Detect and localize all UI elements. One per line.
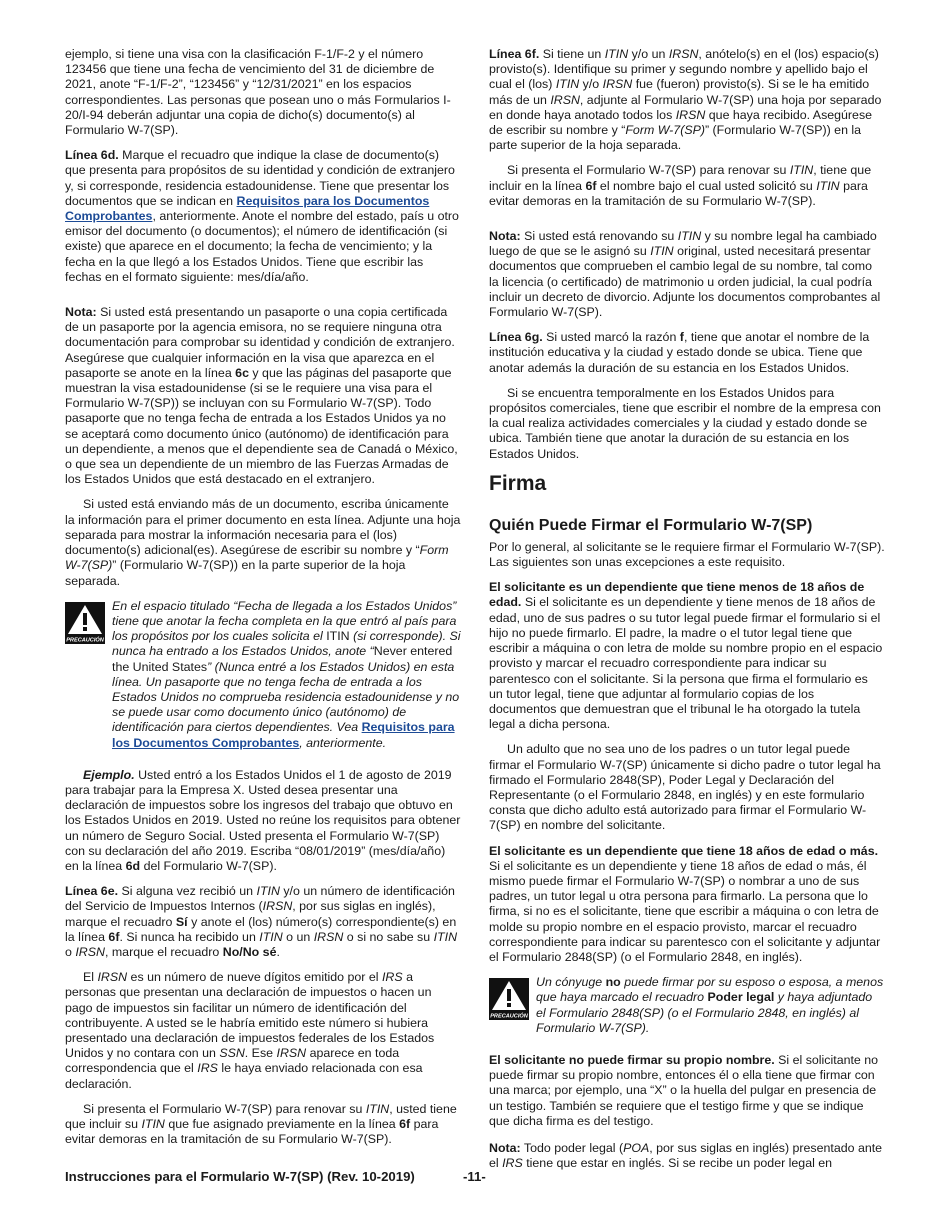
paragraph-adult-signer: Un adulto que no sea uno de los padres o un tutor legal puede firmar el Formulario W-7(SP) únicamente si dicho padre o tutor legal ha firmado el Formulario 2848(SP), Poder Legal y Declaración del Representante (o el Formulario 2848, en inglés) y en este formulario consta que dicho adulto está autorizado para firmar el Formulario W-7(SP) en nombre del solicitante. (489, 742, 881, 833)
page-number: -11- (463, 1169, 486, 1184)
paragraph-cannot-sign: El solicitante no puede firmar su propio nombre. Si el solicitante no puede firmar su propio nombre, entonces él o ella tiene que firmar con una marca; por ejemplo, una “X” o la huella del pulgar en presencia de un testigo. También se requiere que el testigo firme y que se indique que dicha firma es del testigo. (489, 1052, 879, 1128)
caution-label: PRECAUCIÓN (66, 637, 104, 644)
paragraph-line-6f: Línea 6f. Si tiene un ITIN y/o un IRSN, anótelo(s) en el (los) espacio(s) provisto(s). Identifique su primer y segundo nombre y apellido bajo el cual el (los) ITIN y/o IRSN fue (fueron) provisto(s). Si se le ha emitido más de un IRSN, adjunte al Formulario W-7(SP) una hoja por separado en donde haya anotado todos los IRSN que haya recibido. Asegúrese de escribir su nombre y “Form W-7(SP)” (Formulario W-7(SP)) en la parte superior de la hoja separada. (489, 47, 882, 153)
right-column (489, 47, 885, 1181)
link-requisitos-documentos[interactable]: Requisitos para los Documentos Comprobantes (65, 193, 430, 224)
left-column (65, 47, 461, 1157)
paragraph-line-6e: Línea 6e. Si alguna vez recibió un ITIN y/o un número de identificación del Servicio de Impuestos Internos (IRSN, por sus siglas en inglés), marque el recuadro Sí y anote el (los) número(s) correspondiente(s) en la línea 6f. Si nunca ha recibido un ITIN o un IRSN o si no sabe su ITIN o IRSN, marque el recuadro No/No sé. (65, 884, 458, 959)
paragraph-example: Ejemplo. Usted entró a los Estados Unidos el 1 de agosto de 2019 para trabajar para la Empresa X. Usted desea presentar una declaración de impuestos sobre los ingresos del trabajo que obtuvo en los Estados Unidos en 2019. Usted no reúne los requisitos para obtener un número de Seguro Social. Usted presenta el Formulario W-7(SP) con su declaración del año 2019. Escriba “08/01/2019” (mes/día/año) en la línea 6d del Formulario W-7(SP). (65, 767, 461, 873)
caution-arrival-date: PRECAUCIÓN En el espacio titulado “Fecha de llegada a los Estados Unidos” tiene que anotar la fecha completa en la que entró al país para los propósitos por los cuales solicita el ITIN (si corresponde). Si nunca ha entrado a los Estados Unidos, anote “Never entered the United States” (Nunca entré a los Estados Unidos) en esta línea. Un pasaporte que no tenga fecha de entrada a los Estados Unidos no comprueba residencia estadounidense y no se puede usar como documento único (autónomo) de identificación para ciertos dependientes. Vea Requisitos para los Documentos Comprobantes, anteriormente. (66, 598, 461, 750)
paragraph-temporary-stay: Si se encuentra temporalmente en los Estados Unidos para propósitos comerciales, tiene que escribir el nombre de la empresa con la cual realiza actividades comerciales y la ciudad y estado donde se ubica. También tiene que anotar la duración de su estancia en los Estados Unidos. (489, 385, 881, 461)
heading-firma: Firma (489, 471, 547, 495)
caution-label: PRECAUCIÓN (490, 1013, 528, 1020)
paragraph-6c-continued: ejemplo, si tiene una visa con la clasificación F-1/F-2 y el número 123456 que tiene una fecha de vencimiento del 31 de diciembre de 2021, anote “F-1/F-2”, “123456” y “12/31/2021” en los espacios correspondientes. Las personas que posean uno o más Formularios I-20/I-94 deberán adjuntar una copia de dicho(s) documento(s) al Formulario W-7(SP). (65, 47, 451, 138)
paragraph-line-6d: Línea 6d. Marque el recuadro que indique la clase de documento(s) que presenta para propósitos de su identidad y condición de extranjero y, si corresponde, residencia estadounidense. Tiene que presentar los documentos que se indican en Requisitos para los Documentos Comprobantes, anteriormente. Anote el nombre del estado, país u otro emisor del documento (o documentos); el número de identificación (si existe) que aparece en el documento; la fecha de vencimiento; y la fecha en la que llegó a los Estados Unidos. Tiene que escribir las fechas en el formato siguiente: mes/día/año. (65, 148, 459, 284)
note-name-change: Nota: Si usted está renovando su ITIN y su nombre legal ha cambiado luego de que se le asignó su ITIN original, usted necesitará presentar documentos que comprueben el cambio legal de su nombre, tal como la licencia (o certificado) de matrimonio u orden judicial, la cual podría incluir un decreto de divorcio. Adjunte los documentos comprobantes al Formulario W-7(SP). (489, 229, 881, 320)
page-footer (65, 1169, 885, 1184)
paragraph-general-rule: Por lo general, al solicitante se le requiere firmar el Formulario W-7(SP). Las siguientes son unas excepciones a este requisito. (489, 539, 885, 570)
paragraph-irsn-definition: El IRSN es un número de nueve dígitos emitido por el IRS a personas que presentan una declaración de impuestos o hacen un pago de impuestos sin facilitar un número de identificación del contribuyente. A usted se le habría emitido este número si hubiera presentado una declaración de impuestos federales de los Estados Unidos y no contara con un SSN. Ese IRSN aparece en toda correspondencia que el IRS le haya enviado relacionada con esa declaración. (65, 970, 435, 1091)
caution-icon (65, 602, 105, 644)
paragraph-line-6g: Línea 6g. Si usted marcó la razón f, tiene que anotar el nombre de la institución educativa y la ciudad y estado donde se ubica. Tiene que anotar además la duración de su estancia en los Estados Unidos. (489, 330, 870, 375)
paragraph-multiple-documents: Si usted está enviando más de un documento, escriba únicamente la información para el primer documento en esta línea. Adjunte una hoja separada para mostrar la información necesaria para el (los) documento(s) adicional(es). Asegúrese de escribir su nombre y “Form W-7(SP)” (Formulario W-7(SP)) en la parte superior de la hoja separada. (65, 497, 461, 588)
note-power-of-attorney: Nota: Todo poder legal (POA, por sus siglas en inglés) presentado ante el IRS tiene que estar en inglés. Si se recibe un poder legal en (489, 1140, 883, 1171)
heading-quien-puede-firmar: Quién Puede Firmar el Formulario W-7(SP) (489, 516, 813, 534)
footer-title: Instrucciones para el Formulario W-7(SP) (Rev. 10-2019) (65, 1169, 415, 1184)
paragraph-renew-itin-name: Si presenta el Formulario W-7(SP) para renovar su ITIN, tiene que incluir en la línea 6f el nombre bajo el cual usted solicitó su ITIN para evitar demoras en la tramitación de su Formulario W-7(SP). (489, 163, 872, 208)
paragraph-renew-itin: Si presenta el Formulario W-7(SP) para renovar su ITIN, usted tiene que incluir su ITIN que fue asignado previamente en la línea 6f para evitar demoras en la tramitación de su Formulario W-7(SP). (65, 1101, 457, 1147)
link-requisitos-documentos-2[interactable]: Requisitos para los Documentos Comprobantes (112, 720, 455, 750)
paragraph-under-18: El solicitante es un dependiente que tiene menos de 18 años de edad. Si el solicitante es un dependiente y tiene menos de 18 años de edad, uno de sus padres o su tutor legal puede firmar el formulario si el hijo no puede firmarlo. El padre, la madre o el tutor legal tiene que escribir a máquina o con letra de molde su nombre propio en el espacio provisto y marcar el recuadro correspondiente para indicar su parentesco con el solicitante. Si la persona que firma el formulario es un tutor legal, tiene que adjuntar al formulario copias de los documentos que demuestran que el tribunal le ha otorgado la tutela legal a dicha persona. (489, 580, 883, 732)
caution-spouse: PRECAUCIÓN Un cónyuge no puede firmar por su esposo o esposa, a menos que haya marcado el recuadro Poder legal y haya adjuntado el Formulario 2848(SP) (o el Formulario 2848, en inglés) al Formulario W-7(SP). (490, 975, 884, 1035)
note-passport: Nota: Si usted está presentando un pasaporte o una copia certificada de un pasaporte por la agencia emisora, no se requiere ninguna otra documentación para comprobar su identidad y condición de extranjero. Asegúrese que cualquier información en la visa que aparezca en el pasaporte se anote en la línea 6c y que las páginas del pasaporte que muestran la visa estadounidense (si se le requiere una visa para el Formulario W-7(SP)) se incluyan con su Formulario W-7(SP). Todo pasaporte que no tenga fecha de entrada a los Estados Unidos ya no se aceptará como documento único (autónomo) de identificación para un dependiente, a menos que el dependiente sea de Canadá o México, o que sea un dependiente de un miembro de las Fuerzas Armadas de los Estados Unidos que está destacado en el extranjero. (65, 305, 458, 487)
paragraph-18-or-older: El solicitante es un dependiente que tiene 18 años de edad o más. Si el solicitante es un dependiente y tiene 18 años de edad o más, él mismo puede firmar el Formulario W-7(SP) o nombrar a uno de sus padres, un tutor legal u otra persona para firmarlo. La persona que lo firma, si no es el solicitante, tiene que escribir a máquina o con letra de molde su propio nombre en el espacio provisto, marcar el recuadro correspondiente para indicar su parentesco con el solicitante y adjuntar el Formulario 2848(SP) (o el Formulario 2848, en inglés). (489, 843, 881, 964)
caution-icon (489, 978, 529, 1020)
